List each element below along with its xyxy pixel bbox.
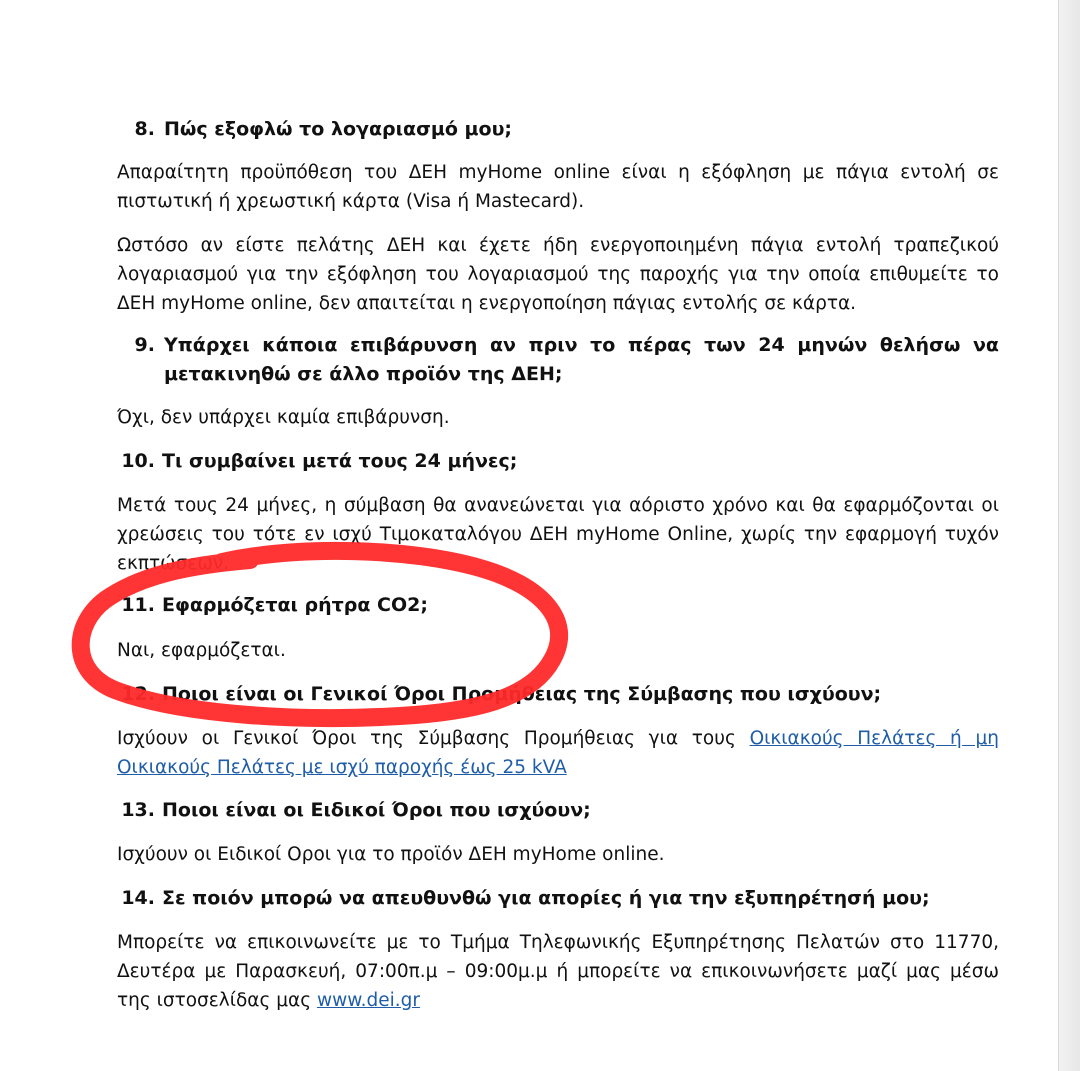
faq-answer-9: Όχι, δεν υπάρχει καμία επιβάρυνση. <box>117 407 450 428</box>
question-number: 9. <box>134 334 155 356</box>
page-edge <box>1058 0 1080 1071</box>
question-number: 13. <box>121 799 155 821</box>
faq-answer-10: Μετά τους 24 μήνες, η σύμβαση θα ανανεώνεται για αόριστο χρόνο και θα εφαρμόζονται οι χρεώσεις του τότε εν ισχύ Τιμοκαταλόγου ΔΕΗ myHome Online, χωρίς την εφαρμογή τυχόν εκπτώσεων. <box>117 495 999 574</box>
faq-answer-13: Ισχύουν οι Ειδικοί Οροι για το προϊόν ΔΕΗ myHome online. <box>117 844 665 865</box>
faq-answer-8-p1: Απαραίτητη προϋπόθεση του ΔΕΗ myHome online είναι η εξόφληση με πάγια εντολή σε πιστωτική ή χρεωστική κάρτα (Visa ή Mastecard). <box>117 162 999 212</box>
answer-text: Ισχύουν οι Γενικοί Όροι της Σύμβασης Προμήθειας για τους <box>117 728 750 749</box>
question-number: 8. <box>134 118 155 140</box>
question-number: 12. <box>121 683 155 705</box>
general-terms-link[interactable]: Οικιακούς Πελάτες ή μη Οικιακούς Πελάτες με ισχύ παροχής έως 25 kVA <box>117 728 999 778</box>
faq-answer-11: Ναι, εφαρμόζεται. <box>117 640 286 661</box>
faq-answer-8-p2: Ωστόσο αν είστε πελάτης ΔΕΗ και έχετε ήδη ενεργοποιημένη πάγια εντολή τραπεζικού λογαριασμού για την εξόφληση του λογαριασμού της παροχής για την οποία επιθυμείτε το ΔΕΗ myHome online, δεν απαιτείται η ενεργοποίηση πάγιας εντολής σε κάρτα. <box>117 235 999 314</box>
faq-question-8 <box>117 115 999 144</box>
faq-answer-12 <box>117 724 999 782</box>
question-text: Ποιοι είναι οι Γενικοί Όροι Προμήθειας της Σύμβασης που ισχύουν; <box>162 683 882 705</box>
answer-text: Μπορείτε να επικοινωνείτε με το Τμήμα Τηλεφωνικής Εξυπηρέτησης Πελατών στο 11770, Δευτέρα με Παρασκευή, 07:00π.μ – 09:00μ.μ ή μπορείτε να επικοινωνήσετε μαζί μας μέσω της ιστοσελίδας μας <box>117 932 999 1011</box>
faq-answer-14 <box>117 928 999 1015</box>
question-number: 11. <box>121 594 155 616</box>
dei-website-link[interactable]: www.dei.gr <box>316 990 421 1011</box>
question-text: Πώς εξοφλώ το λογαριασμό μου; <box>164 118 512 140</box>
faq-question-12 <box>117 680 999 709</box>
question-text: Εφαρμόζεται ρήτρα CO2; <box>162 594 428 616</box>
question-text: Σε ποιόν μπορώ να απευθυνθώ για απορίες ή για την εξυπηρέτησή μου; <box>162 887 930 909</box>
faq-question-11 <box>117 591 999 620</box>
faq-question-10 <box>117 447 999 476</box>
question-number: 10. <box>121 450 155 472</box>
question-text: Υπάρχει κάποια επιβάρυνση αν πριν το πέρας των 24 μηνών θελήσω να μετακινηθώ σε άλλο προϊόν της ΔΕΗ; <box>164 334 999 385</box>
question-number: 14. <box>121 887 155 909</box>
faq-question-14 <box>117 884 999 913</box>
question-text: Ποιοι είναι οι Ειδικοί Όροι που ισχύουν; <box>162 799 591 821</box>
question-text: Τι συμβαίνει μετά τους 24 μήνες; <box>162 450 518 472</box>
faq-question-9 <box>117 331 999 389</box>
faq-question-13 <box>117 796 999 825</box>
